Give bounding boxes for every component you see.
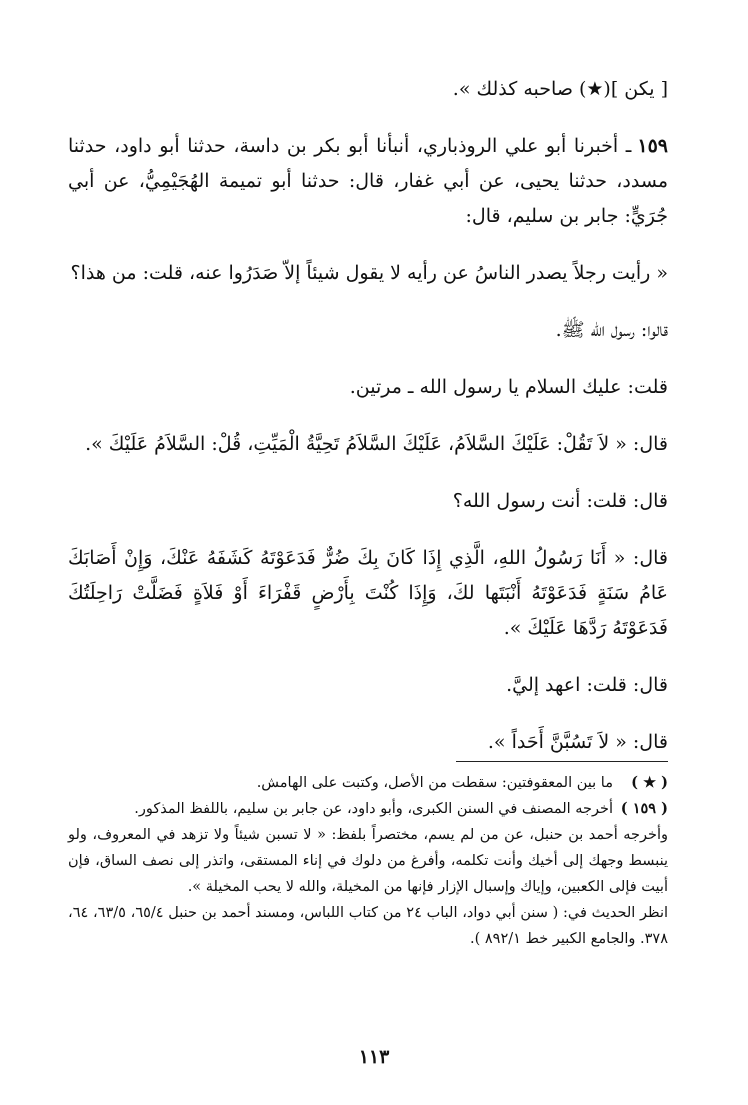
footnote-marker: ( ★ )	[631, 774, 668, 791]
footnotes	[68, 770, 668, 952]
hadith-paragraph: قال: قلت: أنت رسول الله؟	[452, 490, 668, 512]
hadith-paragraph: « رأيت رجلاً يصدر الناسُ عن رأيه لا يقول شيئاً إلاّ صَدَرُوا عنه، قلت: من هذا؟	[70, 262, 668, 284]
hadith-isnad	[68, 129, 668, 234]
main-text	[68, 72, 668, 760]
hadith-paragraph: قال: « أَنَا رَسُولُ اللهِ، الَّذِي إِذَا كَانَ بِكَ ضُرٌّ فَدَعَوْتَهُ كَشَفَهُ عَنْكَ، وَإِنْ أَصَابَكَ عَامُ سَنَةٍ فَدَعَوْتَهُ أَنْبَتَها لكَ، وَإِذَا كُنْتَ بِأَرْضٍ قَفْرَاءَ أَوْ فَلاَةٍ فَضَلَّتْ رَاحِلَتُكَ فَدَعَوْتَهُ رَدَّهَا عَلَيْكَ ».	[68, 547, 668, 639]
hadith-paragraph: قال: « لاَ تَقُلْ: عَلَيْكَ السَّلاَمُ، عَلَيْكَ السَّلاَمُ تَحِيَّةُ الْمَيِّتِ، قُلْ: السَّلاَمُ عَلَيْكَ ».	[85, 433, 668, 455]
footnote-text: ما بين المعقوفتين: سقطت من الأصل، وكتبت على الهامش.	[256, 775, 613, 791]
footnote-divider	[456, 761, 668, 762]
footnote-marker: ( ١٥٩ )	[620, 800, 668, 817]
footnote-paragraph: وأخرجه أحمد بن حنبل، عن من لم يسم، مختصراً بلفظ: « لا تسبن شيئاً ولا تزهد في المعروف، ولو ينبسط وجهك إلى أخيك وأنت تكلمه، وأفرغ من دلوك في إناء المستقى، واتذر إلى نصف الساق، فإن أبيت فإلى الكعبين، وإياك وإسبال الإزار فإنها من المخيلة، والله لا يحب المخيلة ».	[68, 827, 668, 895]
page-number: ١١٣	[358, 1046, 390, 1068]
footnote-text: أخرجه المصنف في السنن الكبرى، وأبو داود، عن جابر بن سليم، باللفظ المذكور.	[134, 801, 613, 817]
footnote-paragraph: انظر الحديث في: ( سنن أبي دواد، الباب ٢٤ من كتاب اللباس، ومسند أحمد بن حنبل ٦٥/٤، ٦٣/٥، ٦٤، ٣٧٨. والجامع الكبير خط ٨٩٢/١ ).	[68, 905, 669, 947]
hadith-paragraph: قال: قلت: اعهد إليَّ.	[506, 674, 668, 696]
isnad-text: ـ أخبرنا أبو علي الروذباري، أنبأنا أبو بكر بن داسة، حدثنا أبو داود، حدثنا مسدد، حدثنا يحيى، عن أبي غفار، قال: حدثنا أبو تميمة الهُجَيْمِيُّ، عن أبي جُرَيٍّ: جابر بن سليم، قال:	[68, 135, 668, 227]
hadith-paragraph: قالوا: رسول الله ﷺ.	[555, 319, 668, 341]
hadith-number: ١٥٩	[637, 135, 668, 157]
continuation-line: [ يكن ](★) صاحبه كذلك ».	[452, 78, 668, 100]
footnote-star	[68, 770, 668, 796]
hadith-paragraph: قلت: عليك السلام يا رسول الله ـ مرتين.	[349, 376, 668, 398]
hadith-paragraph: قال: « لاَ تَسُبَّنَّ أَحَداً ».	[487, 731, 668, 753]
footnote-159	[68, 796, 668, 822]
